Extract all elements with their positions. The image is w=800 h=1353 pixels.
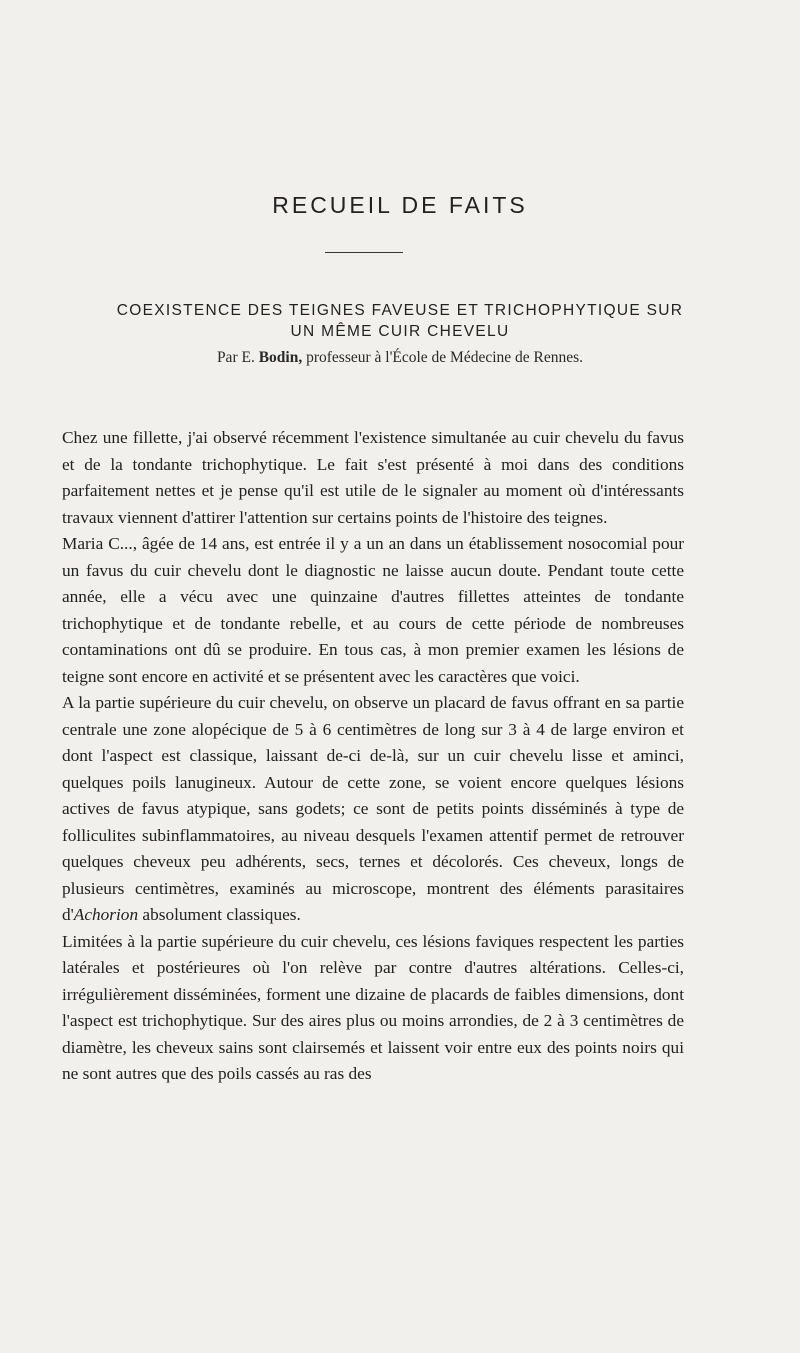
article-title-line-1: COEXISTENCE DES TEIGNES FAVEUSE ET TRICHOPHYTIQUE SUR [116, 302, 684, 319]
paragraph-1-text: Chez une fillette, j'ai observé récemment l'existence simultanée au cuir chevelu du favus et de la tondante trichophytique. Le fait s'est présenté à moi dans des conditions parfaitement nettes et je pense qu'il est utile de le signaler au moment où d'intéressants travaux viennent d'attirer l'attention sur certains points de l'histoire des teignes. [62, 428, 684, 527]
author-name: Bodin, [258, 349, 303, 366]
paragraph-2-text: Maria C..., âgée de 14 ans, est entrée il y a un an dans un établissement nosocomial pour un favus du cuir chevelu dont le diagnostic ne laisse aucun doute. Pendant toute cette année, elle a vécu avec une quinzaine d'autres fillettes atteintes de tondante trichophytique et de tondante rebelle, et au cours de cette période de nombreuses contaminations ont dû se produire. En tous cas, à mon premier examen les lésions de teigne sont encore en activité et se présentent avec les caractères que voici. [62, 534, 684, 686]
paragraph-3-text: A la partie supérieure du cuir chevelu, on observe un placard de favus offrant en sa partie centrale une zone alopécique de 5 à 6 centimètres de long sur 3 à 4 de large environ et dont l'aspect est classique, laissant de-ci de-là, sur un cuir chevelu lisse et aminci, quelques poils lanugineux. Autour de cette zone, se voient encore quelques lésions actives de favus atypique, sans godets; ce sont de petits points disséminés à type de folliculites subinflammatoires, au niveau desquels l'examen attentif permet de retrouver quelques cheveux peu adhérents, secs, ternes et décolorés. Ces cheveux, longs de plusieurs centimètres, examinés au microscope, montrent des éléments parasitaires d' [62, 693, 684, 924]
title-rule [325, 252, 403, 253]
byline-prefix: Par E. [216, 349, 255, 366]
paragraph-3-tail: absolument classiques. [138, 905, 301, 924]
article-title [40, 300, 760, 342]
paragraph-2 [62, 531, 684, 690]
paragraph-4 [62, 929, 684, 1088]
article-title-line-2: UN MÊME CUIR CHEVELU [290, 323, 510, 340]
article-body [62, 425, 684, 1088]
section-title: RECUEIL DE FAITS [272, 192, 528, 218]
paragraph-3 [62, 690, 684, 929]
byline [0, 349, 800, 367]
author-affiliation: professeur à l'École de Médecine de Rennes. [306, 349, 584, 366]
paragraph-3-italic: Achorion [73, 905, 139, 924]
paragraph-1 [62, 425, 684, 531]
paragraph-4-text: Limitées à la partie supérieure du cuir chevelu, ces lésions faviques respectent les parties latérales et postérieures où l'on relève par contre d'autres altérations. Celles-ci, irrégulièrement disséminées, forment une dizaine de placards de faibles dimensions, dont l'aspect est trichophytique. Sur des aires plus ou moins arrondies, de 2 à 3 centimètres de diamètre, les cheveux sains sont clairsemés et laissent voir entre eux des points noirs qui ne sont autres que des poils cassés au ras des [62, 931, 684, 1083]
